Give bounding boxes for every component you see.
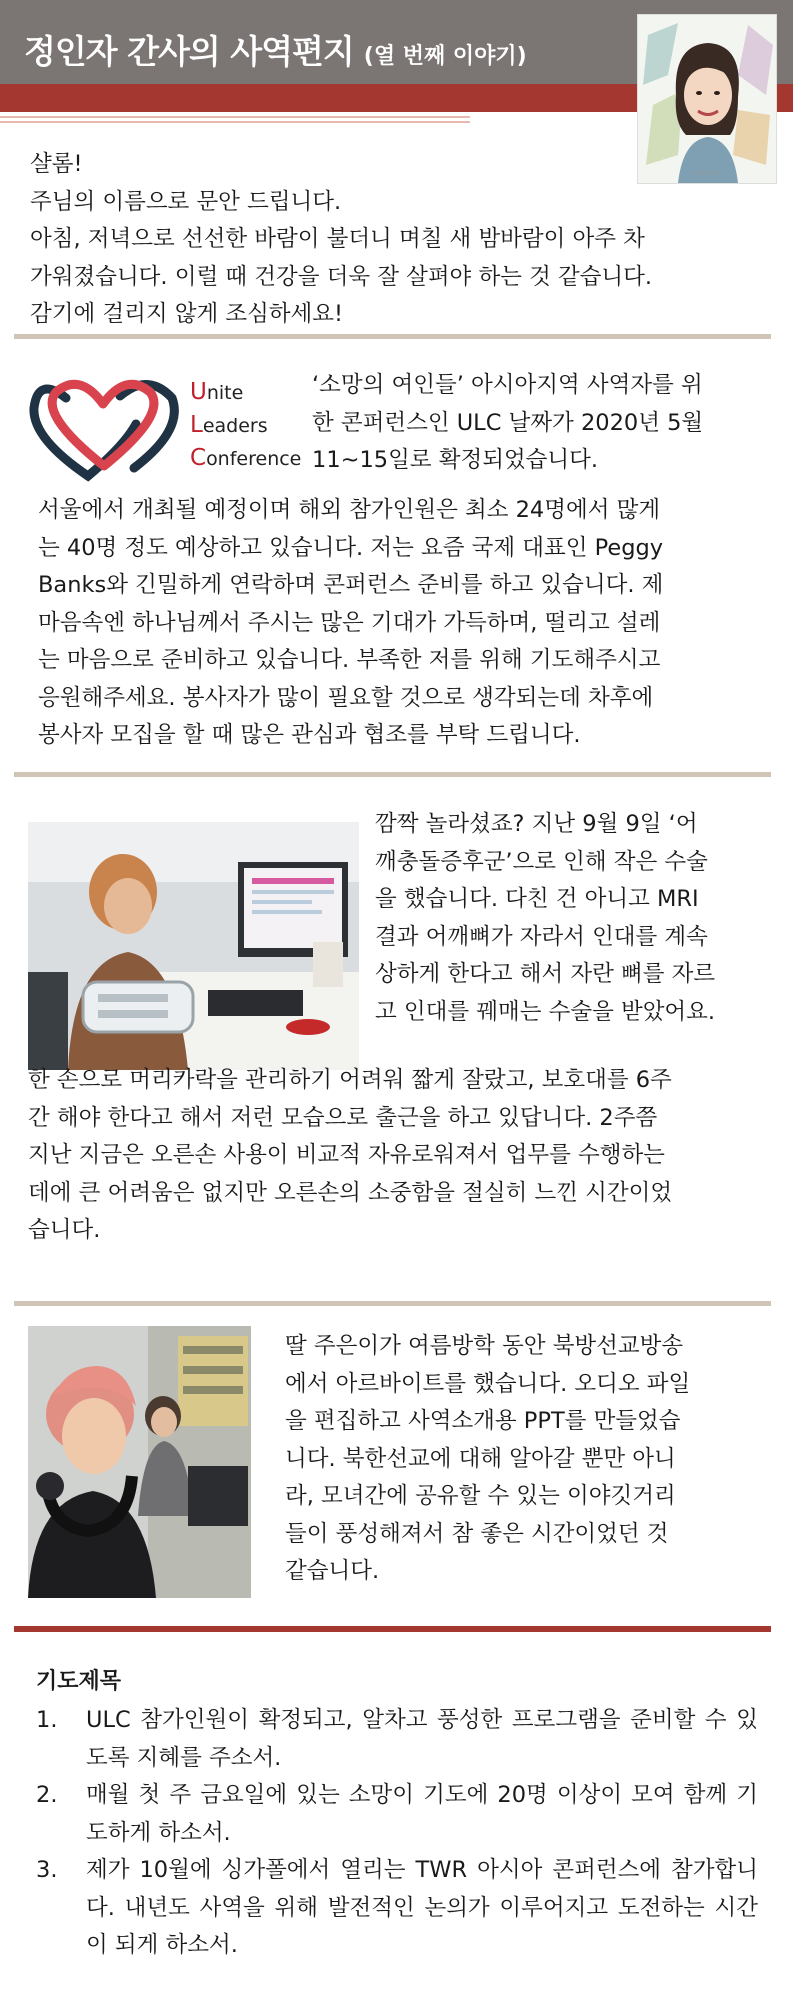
prayer-list (36, 1702, 758, 1965)
greeting-line: 가워졌습니다. 이럴 때 건강을 더욱 잘 살펴야 하는 것 같습니다. (30, 263, 653, 290)
daughter-photo (28, 1326, 251, 1598)
ulc-initial: U (190, 379, 207, 405)
daughter-text (285, 1328, 757, 1591)
section-divider (14, 772, 771, 777)
surgery-side-text (375, 806, 757, 1031)
author-portrait (637, 14, 777, 184)
surgery-side-line: 깜짝 놀라셨죠? 지난 9월 9일 ‘어 (375, 811, 698, 837)
surgery-body-line: 데에 큰 어려움은 없지만 오른손의 소중함을 절실히 느낀 시간이었 (28, 1179, 673, 1206)
prayer-item (36, 1777, 758, 1852)
surgery-body-line: 한 손으로 머리카락을 관리하기 어려워 짧게 잘랐고, 보호대를 6주 (28, 1067, 672, 1093)
prayer-item-text: ULC 참가인원이 확정되고, 알차고 풍성한 프로그램을 준비할 수 있도록 지혜를 주소서. (86, 1707, 758, 1771)
ulc-body-line: 응원해주세요. 봉사자가 많이 필요할 것으로 생각되는데 차후에 (38, 684, 654, 711)
greeting-line: 감기에 걸리지 않게 조심하세요! (30, 301, 344, 327)
surgery-body (28, 1062, 672, 1250)
ulc-logo-wordmark (190, 376, 301, 475)
prayer-item-text: 제가 10월에 싱가폴에서 열리는 TWR 아시아 콘퍼런스에 참가합니다. 내년도 사역을 위해 발전적인 논의가 이루어지고 도전하는 시간이 되게 하소서. (86, 1857, 758, 1958)
prayer-title: 기도제목 (36, 1669, 122, 1694)
ulc-initial: C (190, 445, 207, 471)
ulc-initial: L (190, 412, 203, 438)
section-divider (14, 1301, 771, 1306)
daughter-line: 니다. 북한선교에 대해 알아갈 뿐만 아니 (285, 1445, 676, 1472)
surgery-side-line: 깨충돌증후군’으로 인해 작은 수술 (375, 848, 708, 875)
header-rule (0, 121, 470, 123)
surgery-side-line: 을 했습니다. 다친 건 아니고 MRI (375, 886, 699, 912)
ulc-body-line: Banks와 긴밀하게 연락하며 콘퍼런스 준비를 하고 있습니다. 제 (38, 572, 664, 598)
ulc-hearts-logo (28, 368, 180, 486)
page-title-text: 정인자 간사의 사역편지 (24, 32, 354, 71)
portrait-caption: ROSINA (694, 171, 720, 177)
ulc-intro (312, 367, 703, 480)
daughter-line: 에서 아르바이트를 했습니다. 오디오 파일 (285, 1370, 691, 1397)
surgery-side-line: 상하게 한다고 해서 자란 뼈를 자르 (375, 961, 716, 987)
header-rule (0, 116, 470, 118)
office-arm-brace-photo (28, 822, 359, 1070)
ulc-body (38, 492, 663, 755)
surgery-body-line: 간 해야 한다고 해서 저런 모습으로 출근을 하고 있답니다. 2주쯤 (28, 1104, 658, 1131)
prayer-item (36, 1702, 758, 1777)
ulc-word: eaders (202, 415, 268, 437)
ulc-intro-line: 한 콘퍼런스인 ULC 날짜가 2020년 5월 (312, 409, 704, 436)
prayer-item (36, 1852, 758, 1965)
prayer-item-text: 매월 첫 주 금요일에 있는 소망이 기도에 20명 이상이 모여 함께 기도하게 하소서. (86, 1782, 758, 1846)
ulc-body-line: 는 마음으로 준비하고 있습니다. 부족한 저를 위해 기도해주시고 (38, 647, 661, 673)
greeting-line: 샬롬! (30, 151, 83, 177)
ulc-word: onference (206, 448, 302, 470)
greeting-line: 아침, 저녁으로 선선한 바람이 불더니 며칠 새 밤바람이 아주 차 (30, 226, 645, 252)
daughter-line: 을 편집하고 사역소개용 PPT를 만들었습 (285, 1408, 681, 1434)
ulc-intro-line: 11~15일로 확정되었습니다. (312, 447, 599, 473)
prayer-item-number: 1. (36, 1707, 58, 1733)
section-divider (14, 334, 771, 339)
prayer-item-number: 3. (36, 1857, 58, 1883)
surgery-body-line: 습니다. (28, 1217, 101, 1243)
daughter-line: 라, 모녀간에 공유할 수 있는 이야깃거리 (285, 1483, 676, 1509)
daughter-line: 들이 풍성해져서 참 좋은 시간이었던 것 (285, 1520, 669, 1547)
author-portrait-illustration (638, 15, 776, 183)
ulc-body-line: 마음속엔 하나님께서 주시는 많은 기대가 가득하며, 떨리고 설레 (38, 609, 661, 636)
ulc-body-line: 는 40명 정도 예상하고 있습니다. 저는 요즘 국제 대표인 Peggy (38, 534, 664, 561)
daughter-line: 같습니다. (285, 1558, 380, 1584)
greeting (30, 146, 652, 334)
prayer-item-number: 2. (36, 1782, 58, 1808)
surgery-side-line: 고 인대를 꿰매는 수술을 받았어요. (375, 998, 716, 1025)
page-title (24, 26, 527, 73)
ulc-body-line: 서울에서 개최될 예정이며 해외 참가인원은 최소 24명에서 많게 (38, 497, 661, 523)
ulc-word: nite (206, 382, 244, 404)
page-subtitle: (열 번째 이야기) (363, 44, 527, 69)
section-divider (14, 1626, 771, 1632)
ulc-body-line: 봉사자 모집을 할 때 많은 관심과 협조를 부탁 드립니다. (38, 722, 581, 748)
daughter-line: 딸 주은이가 여름방학 동안 북방선교방송 (285, 1333, 684, 1359)
greeting-line: 주님의 이름으로 문안 드립니다. (30, 188, 342, 215)
surgery-body-line: 지난 지금은 오른손 사용이 비교적 자유로워져서 업무를 수행하는 (28, 1142, 665, 1168)
surgery-side-line: 결과 어깨뼈가 자라서 인대를 계속 (375, 923, 708, 950)
ulc-intro-line: ‘소망의 여인들’ 아시아지역 사역자를 위 (312, 372, 703, 398)
